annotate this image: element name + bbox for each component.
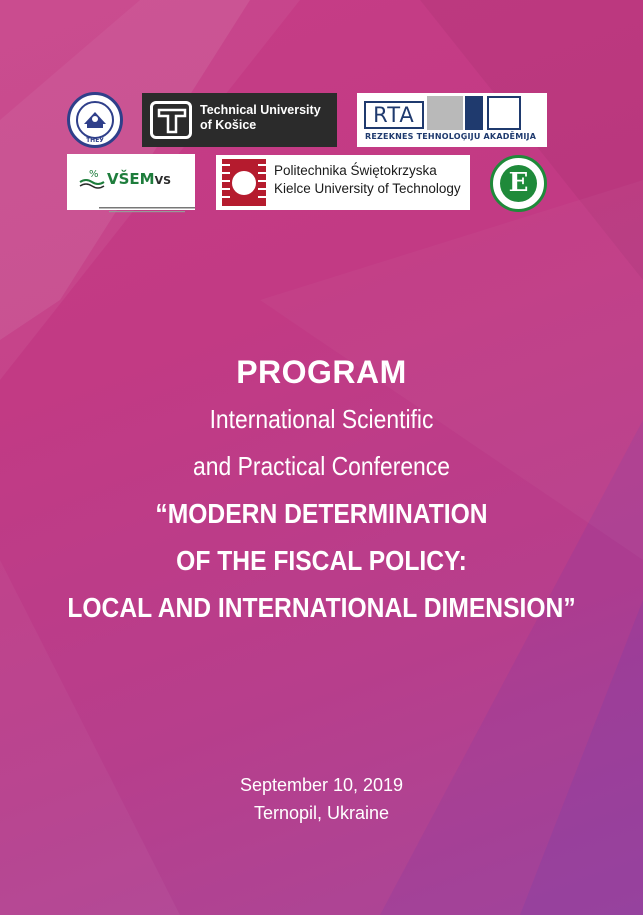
program-heading: PROGRAM xyxy=(236,354,407,390)
rta-mark: RTA xyxy=(364,101,424,129)
vsem-suffix: VS xyxy=(154,174,172,187)
pswk-emblem-icon xyxy=(232,171,256,195)
subtitle-line1: International Scientific xyxy=(209,404,434,434)
vsemvs-logo xyxy=(67,154,195,210)
event-place: Ternopil, Ukraine xyxy=(253,803,390,823)
theme-line2: OF THE FISCAL POLICY: xyxy=(176,545,467,576)
vsem-name xyxy=(107,170,171,188)
percent-wave-icon xyxy=(79,168,105,190)
rta-block-outline xyxy=(487,96,521,130)
vsem-main: VŠEM xyxy=(107,170,155,188)
tuke-line1: Technical University xyxy=(200,103,321,117)
seal-letter: E xyxy=(508,168,529,198)
pswk-line1: Politechnika Świętokrzyska xyxy=(274,163,437,178)
tneu-seal-logo xyxy=(67,92,123,148)
tuke-line2: of Košice xyxy=(200,118,257,132)
kielce-university-logo xyxy=(216,155,470,210)
economics-seal-logo xyxy=(490,155,547,212)
pswk-mark xyxy=(222,159,266,206)
rta-logo xyxy=(357,93,547,147)
owl-book-icon xyxy=(80,104,110,134)
theme-line1: “MODERN DETERMINATION xyxy=(155,498,488,529)
event-date: September 10, 2019 xyxy=(239,775,404,795)
rta-block-navy xyxy=(465,96,483,130)
svg-text:%: % xyxy=(89,169,99,180)
seal-text: ТНЕУ xyxy=(86,137,104,144)
pswk-line2: Kielce University of Technology xyxy=(274,181,461,196)
tuke-name xyxy=(200,103,321,133)
rta-name: REZEKNES TEHNOLOĢIJU AKADĒMIJA xyxy=(365,132,537,141)
tuke-logo xyxy=(142,93,337,147)
rta-block-grey xyxy=(427,96,463,130)
subtitle-line2: and Practical Conference xyxy=(193,451,450,481)
tuke-mark-icon xyxy=(150,101,192,139)
seal-disc xyxy=(500,165,537,202)
theme-line3: LOCAL AND INTERNATIONAL DIMENSION” xyxy=(67,592,576,623)
